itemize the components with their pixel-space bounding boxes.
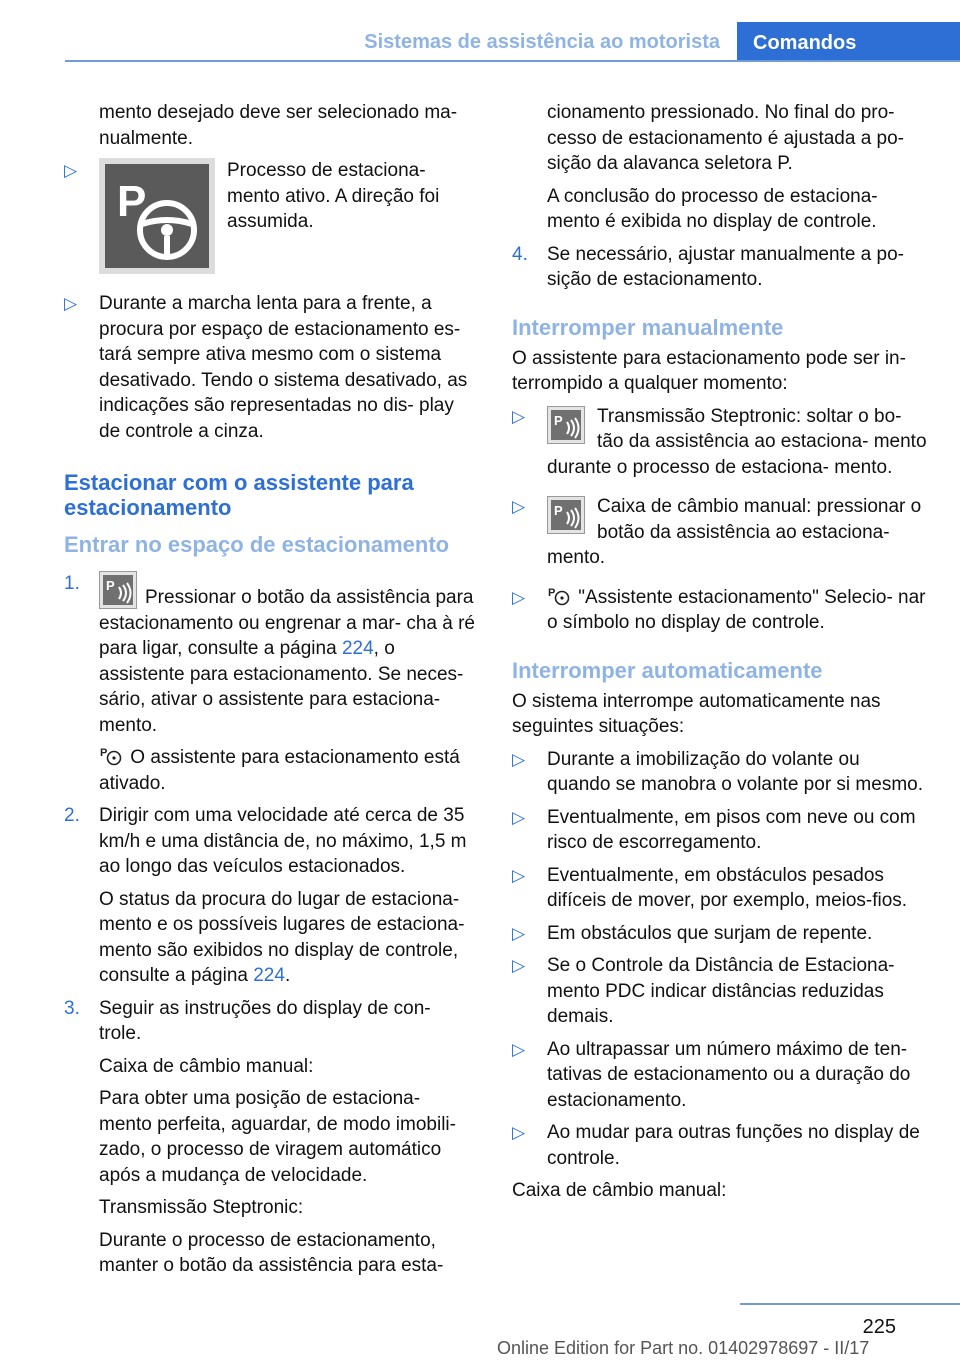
- manual-interrupt-steptronic: Transmissão Steptronic: soltar o bo- tão da assistência ao estaciona- mento durante o processo de estaciona- mento.: [547, 405, 927, 478]
- list-item: ▷ Eventualmente, em pisos com neve ou com risco de escorregamento.: [512, 806, 916, 853]
- step-number: 4.: [512, 243, 528, 265]
- step-1-text: P Pressionar o botão da assistência para estacionamento ou engrenar a mar- cha à ré para ligar, consulte a página 224, o assistente para estacionamento. Se neces- sário, ativar o assistente para estaciona- mento.: [99, 571, 478, 738]
- header-rule: [65, 60, 960, 62]
- right-column: [512, 100, 928, 1211]
- list-item: ▷ Ao mudar para outras funções no display de controle.: [512, 1122, 920, 1169]
- section-heading: Estacionar com o assistente para estacionamento: [64, 470, 414, 520]
- list-item: [512, 494, 928, 578]
- list-item: ▷ Durante a imobilização do volante ou quando se manobra o volante por si mesmo.: [512, 748, 923, 795]
- svg-text:P: P: [100, 747, 108, 759]
- step-2: [64, 803, 478, 989]
- bullet-marker: ▷: [512, 587, 526, 607]
- step-1: [64, 571, 478, 796]
- bullet-marker: ▷: [512, 1039, 526, 1059]
- step-4-text: Se necessário, ajustar manualmente a po- sição de estacionamento.: [547, 243, 904, 290]
- list-item: [512, 585, 928, 636]
- bullet-marker: ▷: [512, 749, 526, 769]
- step-2-note: O status da procura do lugar de estaciona- mento e os possíveis lugares de estaciona- mento são exibidos no display de controle, consulte a página 224.: [99, 888, 465, 986]
- svg-text:P: P: [554, 412, 563, 428]
- list-item: [64, 158, 478, 284]
- page-number: 225: [862, 1316, 896, 1338]
- footer-rule: [740, 1303, 960, 1305]
- bullet-marker: ▷: [512, 956, 526, 975]
- step-3-text: Seguir as instruções do display de con- trole.: [99, 997, 431, 1044]
- step-1-note: P O assistente para estacionamento está ativado.: [99, 747, 460, 794]
- svg-text:P: P: [548, 586, 556, 599]
- bullet-marker: ▷: [512, 923, 526, 943]
- steptronic-label: Transmissão Steptronic:: [99, 1197, 304, 1218]
- list-item: ▷ Se o Controle da Distância de Estaciona- mento PDC indicar distâncias reduzidas demais.: [512, 955, 895, 1027]
- manual-interrupt-display: P "Assistente estacionamento" Selecio- nar o símbolo no display de controle.: [547, 586, 926, 633]
- page-link[interactable]: 224: [253, 965, 285, 986]
- left-column: [64, 100, 478, 1286]
- step-number: 1.: [64, 573, 80, 594]
- svg-text:P: P: [117, 177, 147, 226]
- list-item: ▷ Em obstáculos que surjam de repente.: [512, 921, 928, 947]
- bullet-marker: ▷: [64, 294, 78, 313]
- closing-label: Caixa de câmbio manual:: [512, 1180, 727, 1201]
- manual-interrupt-heading: Interromper manualmente: [512, 314, 784, 340]
- step-number: 2.: [64, 805, 80, 826]
- manual-interrupt-manual: Caixa de câmbio manual: pressionar o botão da assistência ao estaciona- mento.: [547, 496, 922, 568]
- step-number: 3.: [64, 997, 80, 1019]
- bullet-active-text: Processo de estaciona- mento ativo. A direção foi assumida.: [227, 160, 440, 232]
- header-section-title: Sistemas de assistência ao motorista: [364, 31, 720, 53]
- svg-text:P: P: [554, 503, 563, 518]
- steptronic-text: Durante o processo de estacionamento, manter o botão da assistência para esta-: [99, 1229, 444, 1276]
- bullet-marker: ▷: [512, 865, 526, 885]
- parking-assist-button-icon: [99, 571, 137, 609]
- manual-interrupt-intro: O assistente para estacionamento pode ser in- terrompido a qualquer momento:: [512, 347, 906, 394]
- page-link[interactable]: 224: [341, 638, 374, 659]
- bullet-marker: ▷: [512, 497, 526, 516]
- list-item: [64, 291, 478, 444]
- auto-interrupt-intro: O sistema interrompe automaticamente nas seguintes situações:: [512, 690, 881, 737]
- step-3: [64, 996, 478, 1279]
- bullet-marker: ▷: [64, 161, 78, 180]
- manual-text: Para obter uma posição de estaciona- mento perfeita, aguardar, de modo imobili- zado, o processo de viragem automático após a mudança de velocidade.: [99, 1088, 456, 1186]
- step-4: [512, 242, 928, 293]
- edition-note: Online Edition for Part no. 01402978697 - II/17: [497, 1338, 870, 1358]
- subsection-heading: Entrar no espaço de estacionamento: [64, 532, 450, 557]
- intro-text: mento desejado deve ser selecionado ma- nualmente.: [99, 102, 458, 149]
- bullet-idle-text: Durante a marcha lenta para a frente, a procura por espaço de estacionamento es- tará sempre ativa mesmo com o sistema desativado. Tendo o sistema desativado, as indicações são representadas no dis- play de controle a cinza.: [99, 293, 468, 442]
- list-item: ▷ Eventualmente, em obstáculos pesados difíceis de mover, por exemplo, meios-fios.: [512, 864, 908, 911]
- bullet-marker: ▷: [512, 1123, 526, 1142]
- parking-assist-symbol-icon: [99, 745, 125, 767]
- header-chapter-tab: Comandos: [737, 22, 960, 62]
- auto-interrupt-heading: Interromper automaticamente: [512, 657, 823, 683]
- conclusion-text: A conclusão do processo de estaciona- mento é exibida no display de controle.: [547, 185, 878, 232]
- svg-text:P: P: [106, 578, 115, 593]
- step-2-text: Dirigir com uma velocidade até cerca de 35 km/h e uma distância de, no máximo, 1,5 m ao longo das veículos estacionados.: [99, 805, 467, 877]
- bullet-marker: ▷: [512, 406, 526, 426]
- list-item: [512, 404, 928, 488]
- bullet-marker: ▷: [512, 807, 526, 827]
- parking-assist-button-icon: [547, 406, 585, 444]
- parking-assist-button-icon: [547, 496, 585, 534]
- continued-text: cionamento pressionado. No final do pro- cesso de estacionamento é ajustada a po- sição da alavanca seletora P.: [547, 102, 905, 174]
- parking-steering-icon: [99, 158, 215, 274]
- parking-assist-symbol-icon: [547, 585, 573, 607]
- manual-label: Caixa de câmbio manual:: [99, 1055, 314, 1077]
- list-item: ▷ Ao ultrapassar um número máximo de ten- tativas de estacionamento ou a duração do estacionamento.: [512, 1038, 911, 1111]
